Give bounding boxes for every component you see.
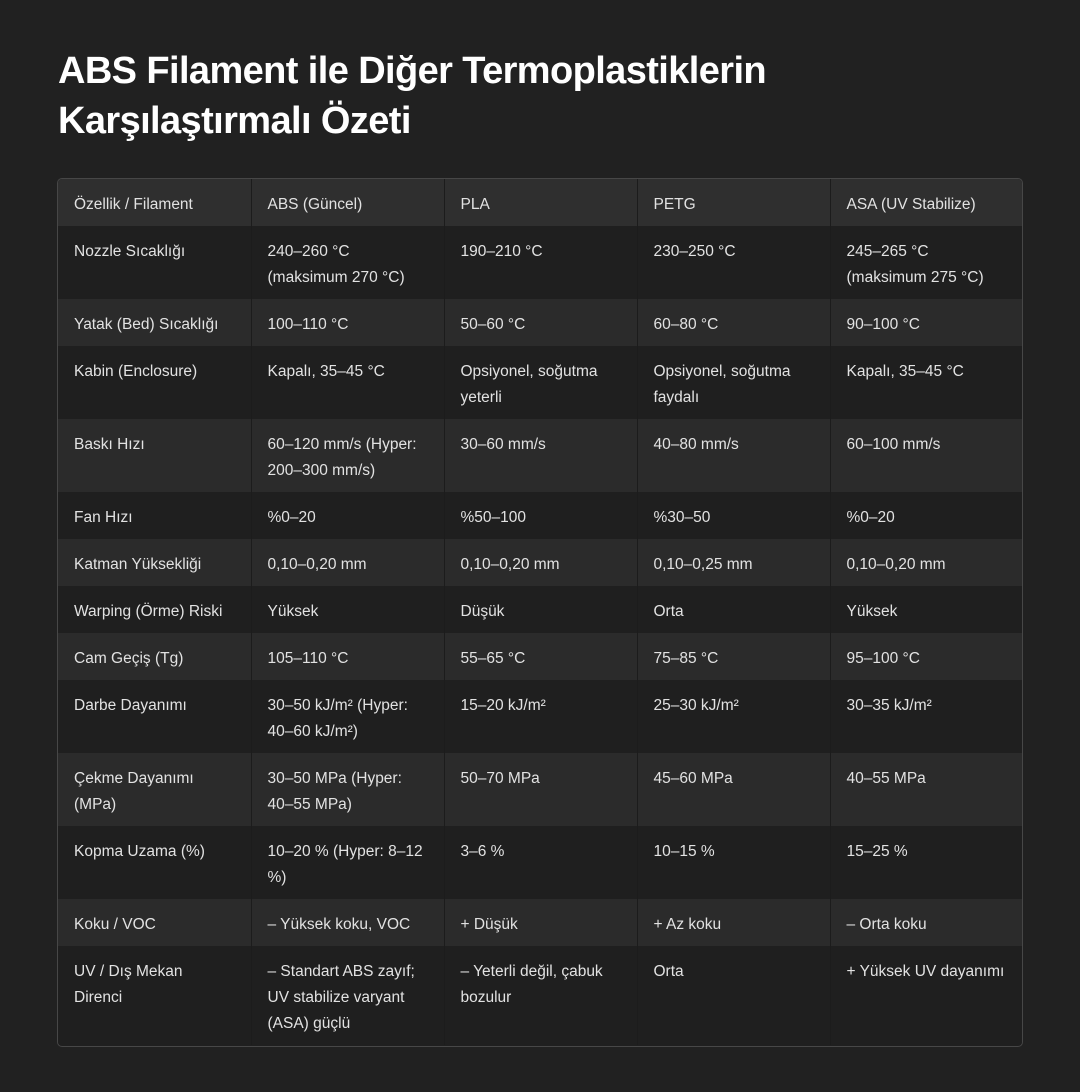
table-row xyxy=(58,586,1022,633)
table-cell: 30–50 kJ/m² (Hyper: 40–60 kJ/m²) xyxy=(251,680,444,753)
table-cell: 55–65 °C xyxy=(444,633,637,680)
comparison-table-container xyxy=(57,178,1023,1047)
table-cell: 15–25 % xyxy=(846,843,908,860)
table-cell: 60–100 mm/s xyxy=(846,436,941,453)
table-row xyxy=(58,419,1022,492)
table-row xyxy=(58,899,1022,946)
table-cell: Opsiyonel, soğutma yeterli xyxy=(444,346,637,419)
table-cell: – Yüksek koku, VOC xyxy=(251,899,444,946)
table-cell: Yüksek xyxy=(251,586,444,633)
table-cell: 105–110 °C xyxy=(251,633,444,680)
header-cell-pla: PLA xyxy=(444,179,637,226)
table-cell: 40–55 MPa xyxy=(846,770,926,787)
row-label: Cam Geçiş (Tg) xyxy=(58,633,251,680)
table-cell: 245–265 °C (maksimum 275 °C) xyxy=(846,243,984,286)
table-cell: Opsiyonel, soğutma faydalı xyxy=(637,346,830,419)
table-cell: %30–50 xyxy=(637,492,830,539)
row-label: Yatak (Bed) Sıcaklığı xyxy=(58,299,251,346)
table-cell: 25–30 kJ/m² xyxy=(637,680,830,753)
table-cell: Orta xyxy=(637,946,830,1045)
table-cell: 230–250 °C xyxy=(637,226,830,299)
table-cell: 15–20 kJ/m² xyxy=(444,680,637,753)
table-cell: Orta xyxy=(637,586,830,633)
table-cell: %50–100 xyxy=(444,492,637,539)
table-cell: 0,10–0,20 mm xyxy=(846,556,946,573)
table-header-row xyxy=(58,179,1022,226)
table-row xyxy=(58,492,1022,539)
row-label: Kabin (Enclosure) xyxy=(58,346,251,419)
table-row xyxy=(58,299,1022,346)
row-label: Darbe Dayanımı xyxy=(58,680,251,753)
table-row xyxy=(58,346,1022,419)
table-cell: Düşük xyxy=(444,586,637,633)
table-row xyxy=(58,226,1022,299)
row-label: Fan Hızı xyxy=(58,492,251,539)
header-cell-asa: ASA (UV Stabilize) xyxy=(846,196,976,213)
table-cell: – Yeterli değil, çabuk bozulur xyxy=(444,946,637,1045)
table-cell: – Orta koku xyxy=(846,916,927,933)
table-cell: – Standart ABS zayıf; UV stabilize varyant (ASA) güçlü xyxy=(251,946,444,1045)
table-cell: %0–20 xyxy=(846,509,895,526)
table-cell: 3–6 % xyxy=(444,826,637,899)
table-cell: Yüksek xyxy=(846,603,898,620)
table-cell: 10–20 % (Hyper: 8–12 %) xyxy=(251,826,444,899)
table-cell: 45–60 MPa xyxy=(637,753,830,826)
page-title: ABS Filament ile Diğer Termoplastiklerin Karşılaştırmalı Özeti xyxy=(58,50,767,142)
header-cell-abs: ABS (Güncel) xyxy=(251,179,444,226)
row-label: Katman Yüksekliği xyxy=(58,539,251,586)
header-cell-property: Özellik / Filament xyxy=(58,179,251,226)
table-cell: %0–20 xyxy=(251,492,444,539)
table-cell: + Az koku xyxy=(637,899,830,946)
row-label: Koku / VOC xyxy=(58,899,251,946)
row-label: Çekme Dayanımı (MPa) xyxy=(58,753,251,826)
table-row xyxy=(58,753,1022,826)
table-cell: 40–80 mm/s xyxy=(637,419,830,492)
table-cell: 100–110 °C xyxy=(251,299,444,346)
table-cell: 50–60 °C xyxy=(444,299,637,346)
table-cell: 0,10–0,25 mm xyxy=(637,539,830,586)
table-cell: + Düşük xyxy=(444,899,637,946)
table-row xyxy=(58,826,1022,899)
table-row xyxy=(58,680,1022,753)
table-cell: 30–50 MPa (Hyper: 40–55 MPa) xyxy=(251,753,444,826)
table-cell: 75–85 °C xyxy=(637,633,830,680)
table-cell: Kapalı, 35–45 °C xyxy=(251,346,444,419)
table-row xyxy=(58,633,1022,680)
table-cell: 240–260 °C (maksimum 270 °C) xyxy=(251,226,444,299)
table-cell: 0,10–0,20 mm xyxy=(251,539,444,586)
table-cell: 60–120 mm/s (Hyper: 200–300 mm/s) xyxy=(251,419,444,492)
table-cell: 190–210 °C xyxy=(444,226,637,299)
row-label: UV / Dış Mekan Direnci xyxy=(58,946,251,1045)
table-cell: 95–100 °C xyxy=(846,650,920,667)
table-cell: 60–80 °C xyxy=(637,299,830,346)
table-row xyxy=(58,539,1022,586)
table-cell: + Yüksek UV dayanımı xyxy=(846,963,1005,980)
row-label: Nozzle Sıcaklığı xyxy=(58,226,251,299)
table-cell: 30–60 mm/s xyxy=(444,419,637,492)
comparison-table xyxy=(58,179,1022,1045)
row-label: Kopma Uzama (%) xyxy=(58,826,251,899)
table-cell: 10–15 % xyxy=(637,826,830,899)
row-label: Baskı Hızı xyxy=(58,419,251,492)
row-label: Warping (Örme) Riski xyxy=(58,586,251,633)
table-cell: 0,10–0,20 mm xyxy=(444,539,637,586)
table-cell: 90–100 °C xyxy=(846,316,920,333)
table-cell: 30–35 kJ/m² xyxy=(846,697,932,714)
table-row xyxy=(58,946,1022,1045)
table-cell: Kapalı, 35–45 °C xyxy=(846,363,964,380)
header-cell-petg: PETG xyxy=(637,179,830,226)
table-cell: 50–70 MPa xyxy=(444,753,637,826)
